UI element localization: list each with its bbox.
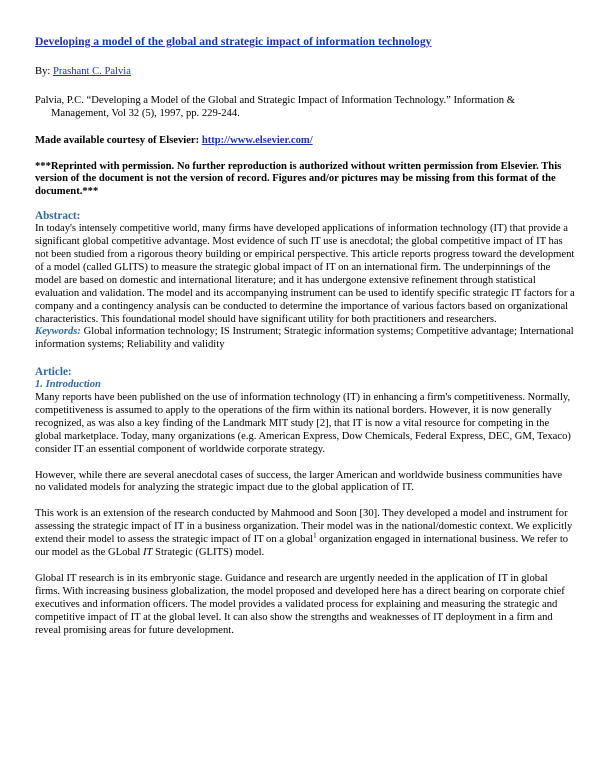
abstract-heading: Abstract: xyxy=(35,210,81,223)
reprint-notice: ***Reprinted with permission. No further reproduction is authorized without written permission from Elsevier. This version of the document is not the version of record. Figures and/or pictures may be missing from this format of the document.*** xyxy=(35,160,562,198)
paragraph-3-part-b: organization engaged in international business. We refer to our model as the GLobal xyxy=(35,534,569,559)
footnote-marker: 1 xyxy=(313,531,317,540)
document-title-link[interactable]: Developing a model of the global and strategic impact of information technology xyxy=(35,35,432,48)
keywords-text: Global information technology; IS Instrument; Strategic information systems; Competitive advantage; International information systems; Reliability and validity xyxy=(35,326,574,351)
abstract-body: In today's intensely competitive world, many firms have developed applications of information technology (IT) that provide a significant global competitive advantage. Most evidence of such IT use is anecdotal; the global competitive impact of IT has not been studied from a rigorous theory building or empirical perspective. This article reports progress toward the development of a model (called GLITS) to measure the strategic global impact of IT on an international firm. The underpinnings of the model are based on domestic and international literature; and it has undergone extensive refinement through statistical evaluation and validation. The model and its accompanying instrument can be used to identify specific strategic IT factors for a company and a contingency analysis can be conducted to determine the importance of various factors based on organizational characteristics. This foundational model should have significant utility for both practitioners and researchers. xyxy=(35,223,575,325)
courtesy-label: Made available courtesy of Elsevier: xyxy=(35,134,200,146)
citation: Palvia, P.C. “Developing a Model of the Global and Strategic Impact of Information Technology.” Information & Management, Vol 32 (5), 1997, pp. 229-244. xyxy=(35,94,515,119)
section-title: 1. Introduction xyxy=(35,379,101,391)
author-link[interactable]: Prashant C. Palvia xyxy=(52,65,131,77)
elsevier-link[interactable]: http://www.elsevier.com/ xyxy=(201,134,313,146)
paragraph-3-part-a: This work is an extension of the research conducted by Mahmood and Soon [30]. They developed a model and instrument for assessing the strategic impact of IT in a business organization. Their model was in the national/domestic context. We explicitly extend their model to assess the strategic impact of IT on a global xyxy=(35,508,573,546)
paragraph-3-part-c: Strategic (GLITS) model. xyxy=(152,547,265,559)
article-heading: Article: xyxy=(35,366,72,379)
byline xyxy=(35,66,575,79)
abstract-text xyxy=(35,223,575,352)
paragraph-4: Global IT research is in its embryonic stage. Guidance and research are urgently needed in the application of IT in global firms. With increasing business globalization, the model proposed and developed here has a direct bearing on corporate chief executives and information officers. The model provides a validated process for explaining and measuring the strategic and competitive impact of IT at the global level. It can also show the strengths and weaknesses of IT deployment in a firm and reveal promising areas for future development. xyxy=(35,573,565,636)
courtesy-line xyxy=(35,135,575,148)
byline-label: By: xyxy=(35,65,51,77)
paragraph-3-italic: IT xyxy=(142,547,153,559)
paragraph-3 xyxy=(35,508,575,560)
keywords-label: Keywords: xyxy=(35,326,81,338)
paragraph-2: However, while there are several anecdotal cases of success, the larger American and worldwide business communities have no validated models for analyzing the strategic impact due to the global application of IT. xyxy=(35,469,563,494)
paragraph-1: Many reports have been published on the use of information technology (IT) in enhancing a firm's competitiveness. Normally, competitiveness is assumed to apply to the operations of the firm within its national borders. However, it is now generally recognized, as was also a key finding of the Landmark MIT study [2], that IT is now a vital resource for competing in the global marketplace. Today, many organizations (e.g. American Express, Dow Chemicals, Federal Express, DEC, GM, Texaco) consider IT an essential component of worldwide corporate strategy. xyxy=(35,392,571,455)
document-page xyxy=(35,36,575,638)
